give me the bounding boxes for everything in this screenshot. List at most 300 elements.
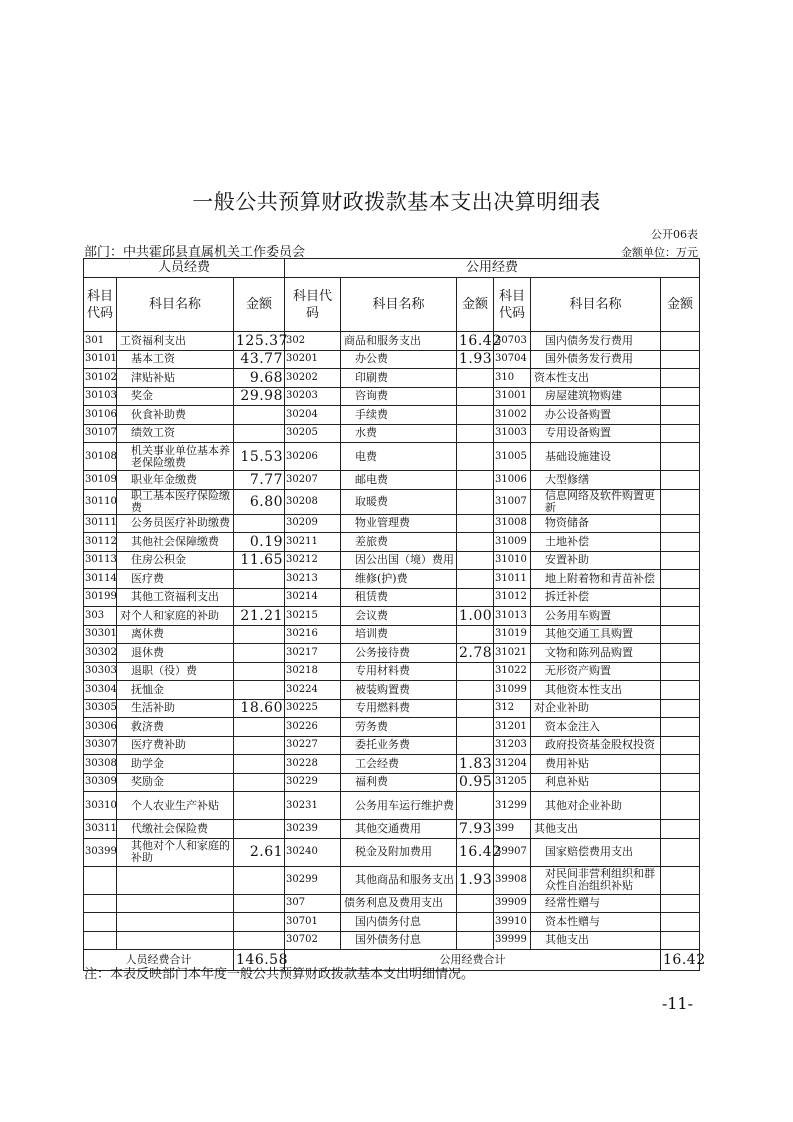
name-cell: 物资储备 (531, 514, 661, 533)
amount-cell (234, 736, 285, 755)
amount-cell (661, 755, 700, 774)
name-cell: 福利费 (341, 773, 457, 792)
name-cell: 其他对个人和家庭的补助 (117, 838, 234, 866)
amount-cell: 125.37 (234, 332, 285, 351)
amount-cell (457, 718, 494, 737)
name-cell: 邮电费 (341, 471, 457, 490)
name-cell: 职业年金缴费 (117, 471, 234, 490)
amount-cell (661, 588, 700, 607)
amount-cell (661, 699, 700, 718)
name-cell: 手续费 (341, 406, 457, 425)
code-cell: 30209 (285, 514, 341, 533)
code-cell: 30399 (84, 838, 117, 866)
amount-cell: 0.19 (234, 533, 285, 552)
name-cell: 资本性支出 (531, 369, 661, 388)
amount-cell (234, 406, 285, 425)
table-row (84, 424, 700, 443)
name-cell: 公务员医疗补助缴费 (117, 514, 234, 533)
table-row (84, 866, 700, 894)
table-row (84, 514, 700, 533)
code-cell: 30207 (285, 471, 341, 490)
amount-unit: 金额单位：万元 (621, 246, 698, 259)
amount-cell (457, 369, 494, 388)
name-cell: 经常性赠与 (531, 894, 661, 913)
name-cell: 专用燃料费 (341, 699, 457, 718)
amount-cell (234, 773, 285, 792)
name-cell: 国内债务付息 (341, 913, 457, 932)
name-cell: 安置补助 (531, 551, 661, 570)
name-cell (117, 931, 234, 950)
table-row (84, 792, 700, 820)
code-cell: 30106 (84, 406, 117, 425)
amount-cell: 43.77 (234, 350, 285, 369)
name-cell: 国家赔偿费用支出 (531, 838, 661, 866)
code-cell: 31013 (494, 607, 531, 626)
name-cell: 医疗费 (117, 570, 234, 589)
amount-cell (457, 792, 494, 820)
code-cell: 30304 (84, 681, 117, 700)
name-cell: 公务接待费 (341, 644, 457, 663)
name-cell: 文物和陈列品购置 (531, 644, 661, 663)
name-cell: 基础设施建设 (531, 443, 661, 471)
amount-cell (661, 533, 700, 552)
code-cell: 39910 (494, 913, 531, 932)
name-cell: 住房公积金 (117, 551, 234, 570)
name-cell: 其他商品和服务支出 (341, 866, 457, 894)
table-row (84, 736, 700, 755)
code-cell: 30703 (494, 332, 531, 351)
table-row (84, 681, 700, 700)
name-cell: 资本金注入 (531, 718, 661, 737)
table-row (84, 350, 700, 369)
amount-cell: 9.68 (234, 369, 285, 388)
name-cell: 费用补贴 (531, 755, 661, 774)
code-cell: 30203 (285, 387, 341, 406)
code-cell: 30111 (84, 514, 117, 533)
code-cell: 30239 (285, 820, 341, 839)
name-cell: 培训费 (341, 625, 457, 644)
code-cell: 30306 (84, 718, 117, 737)
code-cell: 30303 (84, 662, 117, 681)
name-cell: 退休费 (117, 644, 234, 663)
name-cell: 其他支出 (531, 820, 661, 839)
name-cell: 工资福利支出 (117, 332, 234, 351)
name-cell: 水费 (341, 424, 457, 443)
amount-cell (457, 424, 494, 443)
name-cell: 国外债务付息 (341, 931, 457, 950)
amount-cell (457, 443, 494, 471)
table-row (84, 718, 700, 737)
table-row (84, 755, 700, 774)
amount-cell: 16.42 (457, 838, 494, 866)
name-cell: 房屋建筑物购建 (531, 387, 661, 406)
name-cell: 绩效工资 (117, 424, 234, 443)
amount-cell (457, 489, 494, 514)
form-number: 公开06表 (651, 228, 698, 241)
amount-cell (661, 792, 700, 820)
amount-cell: 1.93 (457, 350, 494, 369)
code-cell (84, 913, 117, 932)
amount-cell (661, 471, 700, 490)
personnel-header: 人员经费 (84, 259, 285, 278)
amount-cell: 21.21 (234, 607, 285, 626)
code-cell: 30101 (84, 350, 117, 369)
code-cell: 30112 (84, 533, 117, 552)
amount-cell (661, 931, 700, 950)
name-cell (117, 894, 234, 913)
amount-cell (234, 625, 285, 644)
public-total-label: 公用经费合计 (285, 950, 661, 971)
amount-cell (457, 533, 494, 552)
amount-cell (457, 551, 494, 570)
amount-cell (234, 718, 285, 737)
name-cell: 租赁费 (341, 588, 457, 607)
name-cell: 政府投资基金股权投资 (531, 736, 661, 755)
col-name: 科目名称 (117, 278, 234, 332)
code-cell: 31019 (494, 625, 531, 644)
name-cell: 维修(护)费 (341, 570, 457, 589)
code-cell: 31010 (494, 551, 531, 570)
code-cell: 307 (285, 894, 341, 913)
name-cell: 伙食补助费 (117, 406, 234, 425)
table-row (84, 551, 700, 570)
col-amount: 金额 (457, 278, 494, 332)
col-name: 科目名称 (531, 278, 661, 332)
amount-cell (457, 894, 494, 913)
public-header: 公用经费 (285, 259, 700, 278)
name-cell: 奖金 (117, 387, 234, 406)
code-cell: 39907 (494, 838, 531, 866)
table-row (84, 489, 700, 514)
personnel-total-amount: 146.58 (234, 950, 285, 971)
code-cell: 30301 (84, 625, 117, 644)
amount-cell: 7.77 (234, 471, 285, 490)
amount-cell (661, 866, 700, 894)
table-row (84, 644, 700, 663)
name-cell: 医疗费补助 (117, 736, 234, 755)
code-cell: 31011 (494, 570, 531, 589)
amount-cell (661, 332, 700, 351)
footnote: 注：本表反映部门本年度一般公共预算财政拨款基本支出明细情况。 (84, 967, 475, 982)
col-code: 科目代码 (84, 278, 117, 332)
code-cell (84, 931, 117, 950)
code-cell: 30103 (84, 387, 117, 406)
code-cell: 301 (84, 332, 117, 351)
name-cell: 委托业务费 (341, 736, 457, 755)
amount-cell (661, 350, 700, 369)
name-cell: 其他社会保障缴费 (117, 533, 234, 552)
code-cell: 30224 (285, 681, 341, 700)
amount-cell (457, 514, 494, 533)
code-cell: 30701 (285, 913, 341, 932)
expenditure-table (83, 258, 706, 971)
code-cell: 39999 (494, 931, 531, 950)
amount-cell: 29.98 (234, 387, 285, 406)
code-cell: 30311 (84, 820, 117, 839)
col-name: 科目名称 (341, 278, 457, 332)
public-total-amount: 16.42 (661, 950, 700, 971)
amount-cell (661, 514, 700, 533)
amount-cell (234, 931, 285, 950)
amount-cell (661, 424, 700, 443)
name-cell: 对个人和家庭的补助 (117, 607, 234, 626)
table-row (84, 443, 700, 471)
code-cell: 31012 (494, 588, 531, 607)
amount-cell (457, 588, 494, 607)
amount-cell (234, 644, 285, 663)
name-cell: 地上附着物和青苗补偿 (531, 570, 661, 589)
amount-cell (661, 406, 700, 425)
amount-cell (661, 625, 700, 644)
amount-cell (661, 662, 700, 681)
name-cell: 奖励金 (117, 773, 234, 792)
amount-cell (234, 820, 285, 839)
code-cell: 30214 (285, 588, 341, 607)
table-row (84, 387, 700, 406)
table-row (84, 533, 700, 552)
amount-cell: 1.00 (457, 607, 494, 626)
amount-cell: 16.42 (457, 332, 494, 351)
name-cell: 信息网络及软件购置更新 (531, 489, 661, 514)
code-cell: 30218 (285, 662, 341, 681)
name-cell: 其他交通工具购置 (531, 625, 661, 644)
name-cell: 因公出国（境）费用 (341, 551, 457, 570)
name-cell: 无形资产购置 (531, 662, 661, 681)
name-cell: 劳务费 (341, 718, 457, 737)
name-cell: 个人农业生产补贴 (117, 792, 234, 820)
code-cell: 31021 (494, 644, 531, 663)
amount-cell (234, 913, 285, 932)
name-cell: 电费 (341, 443, 457, 471)
name-cell: 工会经费 (341, 755, 457, 774)
name-cell: 物业管理费 (341, 514, 457, 533)
code-cell: 30107 (84, 424, 117, 443)
name-cell: 资本性赠与 (531, 913, 661, 932)
name-cell: 救济费 (117, 718, 234, 737)
name-cell: 专用设备购置 (531, 424, 661, 443)
amount-cell (457, 931, 494, 950)
code-cell: 30308 (84, 755, 117, 774)
table-row (84, 913, 700, 932)
code-cell: 30240 (285, 838, 341, 866)
amount-cell (661, 369, 700, 388)
col-amount: 金额 (234, 278, 285, 332)
code-cell: 30225 (285, 699, 341, 718)
name-cell: 公务用车购置 (531, 607, 661, 626)
code-cell: 312 (494, 699, 531, 718)
col-code: 科目代码 (285, 278, 341, 332)
code-cell: 39908 (494, 866, 531, 894)
table-row (84, 588, 700, 607)
table-row (84, 838, 700, 866)
code-cell: 30212 (285, 551, 341, 570)
amount-cell (661, 551, 700, 570)
code-cell: 30108 (84, 443, 117, 471)
amount-cell (234, 755, 285, 774)
amount-cell (457, 387, 494, 406)
name-cell: 办公费 (341, 350, 457, 369)
name-cell: 专用材料费 (341, 662, 457, 681)
table-row (84, 570, 700, 589)
name-cell: 被装购置费 (341, 681, 457, 700)
amount-cell (234, 894, 285, 913)
amount-cell: 7.93 (457, 820, 494, 839)
name-cell: 对民间非营利组织和群众性自治组织补贴 (531, 866, 661, 894)
col-amount: 金额 (661, 278, 700, 332)
code-cell: 30302 (84, 644, 117, 663)
amount-cell (661, 443, 700, 471)
name-cell: 债务利息及费用支出 (341, 894, 457, 913)
name-cell: 其他支出 (531, 931, 661, 950)
amount-cell: 6.80 (234, 489, 285, 514)
table-row (84, 662, 700, 681)
code-cell: 30199 (84, 588, 117, 607)
name-cell: 会议费 (341, 607, 457, 626)
amount-cell (661, 607, 700, 626)
code-cell: 31099 (494, 681, 531, 700)
code-cell: 31204 (494, 755, 531, 774)
amount-cell (234, 681, 285, 700)
code-cell: 30227 (285, 736, 341, 755)
name-cell: 其他交通费用 (341, 820, 457, 839)
code-cell: 30213 (285, 570, 341, 589)
amount-cell (661, 570, 700, 589)
amount-cell: 1.93 (457, 866, 494, 894)
table-row (84, 471, 700, 490)
code-cell: 30299 (285, 866, 341, 894)
name-cell: 印刷费 (341, 369, 457, 388)
table-row (84, 699, 700, 718)
table-row (84, 894, 700, 913)
name-cell (117, 913, 234, 932)
code-cell: 30217 (285, 644, 341, 663)
code-cell: 31006 (494, 471, 531, 490)
personnel-total-label: 人员经费合计 (84, 950, 234, 971)
amount-cell (457, 471, 494, 490)
amount-cell (661, 718, 700, 737)
amount-cell (457, 406, 494, 425)
name-cell: 税金及附加费用 (341, 838, 457, 866)
code-cell: 30216 (285, 625, 341, 644)
code-cell: 31007 (494, 489, 531, 514)
page-title: 一般公共预算财政拨款基本支出决算明细表 (192, 190, 601, 214)
name-cell: 退职（役）费 (117, 662, 234, 681)
code-cell: 30231 (285, 792, 341, 820)
code-cell: 31022 (494, 662, 531, 681)
code-cell: 31001 (494, 387, 531, 406)
name-cell: 基本工资 (117, 350, 234, 369)
code-cell: 31003 (494, 424, 531, 443)
name-cell: 公务用车运行维护费 (341, 792, 457, 820)
amount-cell (457, 662, 494, 681)
table-row (84, 332, 700, 351)
amount-cell (457, 913, 494, 932)
amount-cell (661, 736, 700, 755)
name-cell: 咨询费 (341, 387, 457, 406)
amount-cell (457, 736, 494, 755)
table-row (84, 625, 700, 644)
amount-cell: 0.95 (457, 773, 494, 792)
amount-cell: 1.83 (457, 755, 494, 774)
table-row (84, 773, 700, 792)
amount-cell (457, 625, 494, 644)
name-cell: 差旅费 (341, 533, 457, 552)
name-cell: 机关事业单位基本养老保险缴费 (117, 443, 234, 471)
amount-cell (234, 588, 285, 607)
name-cell: 生活补助 (117, 699, 234, 718)
amount-cell (457, 570, 494, 589)
amount-cell (661, 773, 700, 792)
code-cell: 30215 (285, 607, 341, 626)
code-cell: 30307 (84, 736, 117, 755)
name-cell: 利息补贴 (531, 773, 661, 792)
code-cell: 30226 (285, 718, 341, 737)
code-cell: 30211 (285, 533, 341, 552)
name-cell: 代缴社会保险费 (117, 820, 234, 839)
code-cell: 30704 (494, 350, 531, 369)
code-cell: 302 (285, 332, 341, 351)
name-cell: 商品和服务支出 (341, 332, 457, 351)
name-cell: 其他对企业补助 (531, 792, 661, 820)
amount-cell (661, 644, 700, 663)
code-cell: 399 (494, 820, 531, 839)
name-cell: 拆迁补偿 (531, 588, 661, 607)
amount-cell (457, 699, 494, 718)
code-cell: 30113 (84, 551, 117, 570)
code-cell: 30205 (285, 424, 341, 443)
name-cell: 大型修缮 (531, 471, 661, 490)
amount-cell (234, 424, 285, 443)
amount-cell (661, 681, 700, 700)
code-cell: 30110 (84, 489, 117, 514)
code-cell: 30114 (84, 570, 117, 589)
code-cell: 30206 (285, 443, 341, 471)
name-cell (117, 866, 234, 894)
amount-cell (661, 838, 700, 866)
code-cell: 31201 (494, 718, 531, 737)
code-cell: 30208 (285, 489, 341, 514)
code-cell: 31205 (494, 773, 531, 792)
amount-cell (234, 514, 285, 533)
amount-cell (234, 662, 285, 681)
page-number: -11- (661, 994, 693, 1013)
code-cell: 31009 (494, 533, 531, 552)
name-cell: 办公设备购置 (531, 406, 661, 425)
amount-cell (234, 570, 285, 589)
amount-cell (661, 913, 700, 932)
col-code: 科目代码 (494, 278, 531, 332)
table-row (84, 931, 700, 950)
amount-cell: 15.53 (234, 443, 285, 471)
code-cell: 30204 (285, 406, 341, 425)
department-label: 部门：中共霍邱县直属机关工作委员会 (84, 245, 306, 260)
code-cell: 30109 (84, 471, 117, 490)
code-cell: 30309 (84, 773, 117, 792)
code-cell: 303 (84, 607, 117, 626)
table-row (84, 820, 700, 839)
table-row (84, 607, 700, 626)
name-cell: 国内债务发行费用 (531, 332, 661, 351)
name-cell: 其他工资福利支出 (117, 588, 234, 607)
code-cell: 30305 (84, 699, 117, 718)
name-cell: 津贴补贴 (117, 369, 234, 388)
name-cell: 离休费 (117, 625, 234, 644)
amount-cell (661, 894, 700, 913)
code-cell: 31203 (494, 736, 531, 755)
name-cell: 抚恤金 (117, 681, 234, 700)
name-cell: 助学金 (117, 755, 234, 774)
code-cell: 30202 (285, 369, 341, 388)
